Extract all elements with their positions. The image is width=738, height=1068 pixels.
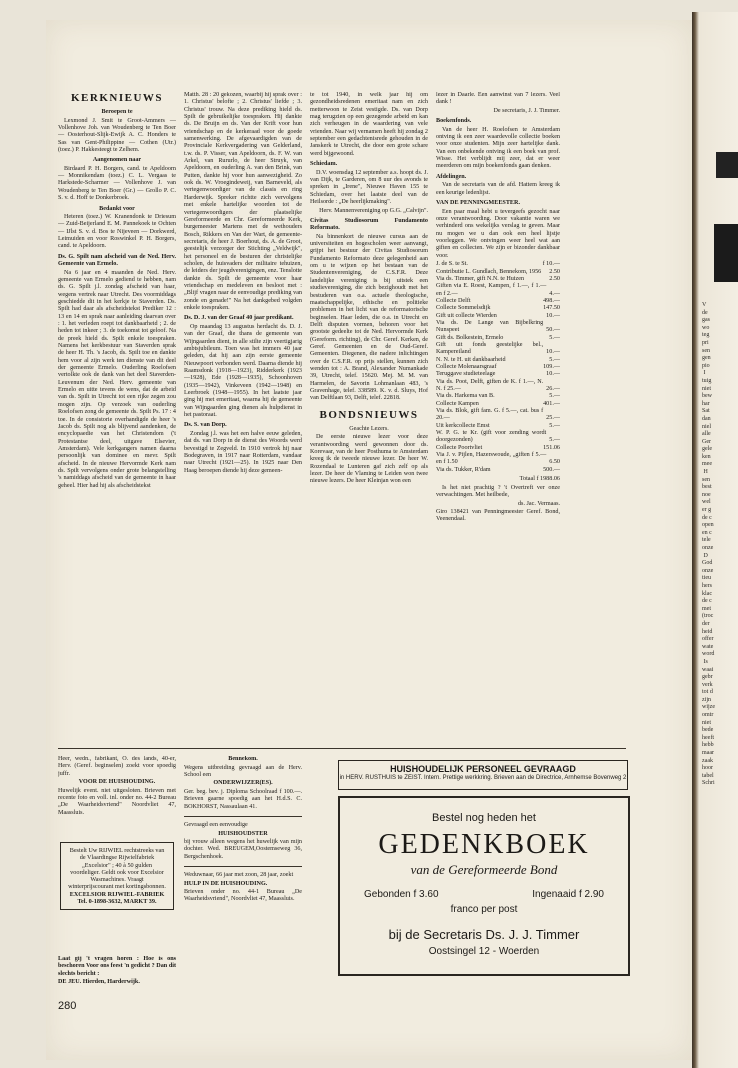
sign-schiedam: Herv. Mannenvereniging op G.G. „Calvijn".	[319, 207, 428, 214]
sign-secretaris: De secretaris, J. J. Timmer.	[493, 107, 560, 114]
ad-weduwnaar-title: HULP IN DE HUISHOUDING.	[184, 880, 268, 887]
ledger-amount: 10.—	[546, 371, 560, 378]
ledger-description: Collecte Kampen	[436, 400, 479, 407]
ad-excelsior-tel: Tel. 0-1898-3632, MARKT 39.	[77, 898, 157, 906]
ledger-amount: 500.—	[543, 466, 560, 473]
text-schiedam: D.V. woensdag 12 september a.s. hoopt ds. J. van Dijk, te Garderen, om 8 uur des avonds te spreken in „Irene", Nieuwe Haven 155 te Schiedam, over het laatste deel van de Heilsorde : „De heerlijkmaking".	[310, 169, 428, 205]
ad-heer-tail: Huwelijk event. niet uitgesloten. Brieven met recente foto en voll. inl. onder no. 44-2 Bureau „De Waarheidsvriend" Noordvliet 47, Maassluis.	[58, 787, 176, 816]
ledger-row	[436, 364, 560, 371]
ledger-amount: 10.—	[546, 349, 560, 356]
ledger-description: Contributie L. Gundlach, Bennekom, 1956	[436, 268, 542, 275]
ledger-row	[436, 283, 560, 298]
ledger-description: Uit kerkcollecte Emst	[436, 422, 490, 429]
text-giro: Giro 138421 van Penningmeester Geref. Bond, Veenendaal.	[436, 509, 560, 523]
ledger-row	[436, 298, 560, 305]
ad-gedenkboek-secretaris: bij de Secretaris Ds. J. J. Timmer	[388, 927, 580, 942]
ad-bennekom-heading: Bennekom.	[228, 756, 258, 762]
section-divider	[58, 748, 626, 749]
ad-heer-text: Heer, wedn., fabrikant, O. des lands, 40-er, Herv. (Geref. beginselen) zoekt voor spoedig juffr.	[58, 756, 176, 777]
ledger-row	[436, 305, 560, 312]
price-ingenaaid: Ingenaaid f 2.90	[532, 889, 604, 900]
next-page-dark-block	[714, 224, 738, 282]
ledger-description: N. N. te H. uit dankbaarheid	[436, 356, 506, 363]
heading-penningmeester: VAN DE PENNINGMEESTER.	[436, 200, 520, 207]
ad-divider-2	[184, 866, 302, 867]
text-civitas: Na binnenkort de nieuwe cursus aan de universiteiten en hogescholen weer aanvangt, grijpt het bestuur der Civitas Studiosorum Fundamento Reformato deze gelegenheid aan om u te wijzen op het bestaan van de Studentenvereniging, de C.S.F.R. Deze landelijke vereniging is bij uitstek een studievereniging, die zich bezighoudt met het bestuderen van o.a. actuele theologische, maatschappelijke, ethische en politieke problemen in het licht van de reformatorische beginselen. Haar leden, die o.a. in Utrecht en Delft disputen vormen, behoren voor het grootste gedeelte tot de Ned. Hervormde Kerk (Gereform. richting), de Chr. Geref. Kerken, de Geref. Gemeenten en de Oud-Geref. Gemeenten. Diegenen, die nadere inlichtingen over de C.S.F.R. op prijs stellen, kunnen zich wenden tot : A. Brand, Alexander Numankade 39, Utrecht, telef. 15620. Mej. M. M. van Harmelen, de Savorin Lohmanlaan 483, 's Gravenhage, telef. 338589. K. v. d. Sluys, Hof van Delftlaan 93, Delft, telef. 22818.	[310, 233, 428, 402]
text-geachte-lezers: De eerste nieuwe lezer voor deze verantwoording werd gewonnen door ds. Korevaar, van de heer Posthuma te Amsterdam kreeg ik de tweede nieuwe lezer. De heer W. Rozendaal te Lunteren gaf zich zelf op als lezer. De heer de Vlaming te Leiden won twee nieuwe lezers. De heer Kleinjan won een	[310, 434, 428, 485]
ledger-row	[436, 423, 560, 430]
ad-hpg-title: HUISHOUDELIJK PERSONEEL GEVRAAGD	[390, 764, 576, 774]
ad-weduwnaar-tail: Brieven onder no. 44-1 Bureau „De Waarheidsvriend", Noordvliet 47, Maassluis.	[184, 889, 302, 903]
ledger-description: Gift uit fonds geestelijke bel., Kampereiland	[436, 341, 544, 356]
ledger-row	[436, 430, 560, 445]
heading-beroepen: Beroepen te	[101, 109, 133, 115]
text-van-dorp-cont: te tot 1940, in welk jaar hij om gezondheidsredenen emeritaat nam en zich metterwoon te Zeist vestigde. Ds. van Dorp mag terugzien op een gezegende arbeid en kan zich verheugen in de waardering van vele vrienden. Naar wij vernamen heeft hij zondag 2 september een gedachtenisrede gehouden in de Janskerk te Utrecht, die door een grote schare werd bijgewoond.	[310, 92, 428, 157]
ledger-amount: 25.—	[546, 415, 560, 422]
next-page-dark-mark	[716, 152, 738, 178]
ledger-description: Giften via E. Roest, Kampen, f 1.—, f 1.— en f 2.—	[436, 283, 547, 297]
heading-schiedam: Schiedam.	[310, 161, 338, 168]
page-number: 280	[58, 1000, 77, 1012]
ledger-row	[436, 342, 560, 357]
ledger-row	[436, 445, 560, 452]
ledger-amount: 5.—	[549, 356, 560, 363]
ad-huishoudster-title: HUISHOUDSTER	[218, 830, 268, 837]
ad-gedenkboek-address: Oostsingel 12 - Woerden	[428, 946, 540, 957]
ledger-list	[436, 261, 560, 474]
ledger-amount: 4.—	[549, 290, 560, 297]
ad-gedenkboek-prices	[340, 889, 628, 900]
ad-gedenkboek-subtitle: van de Gereformeerde Bond	[410, 862, 558, 877]
ad-weduwnaar-text: Weduwnaar, 66 jaar met zoon, 28 jaar, zoekt	[184, 872, 294, 879]
text-lezers-cont: lezer in Daarle. Een aanwinst van 7 lezers. Veel dank !	[436, 92, 560, 106]
ad-dejeu	[58, 956, 176, 996]
ad-bennekom-text: Wegens uitbreiding gevraagd aan de Herv. School een	[184, 764, 302, 778]
heading-bedankt: Bedankt voor	[99, 205, 135, 212]
heading-aangenomen: Aangenomen naar	[92, 157, 142, 164]
text-penningmeester: Een paar maal hebt u tevergeefs gezocht naar onze verantwoording. Door vakantie waren we verhinderd ons wekelijks verslag te geven. Maar nu mogen we u dan ook een heel lijstje voorleggen. We ontvingen weer heel wat aan giften en collecten. We zijn er bizonder dankbaar voor.	[436, 208, 560, 259]
ads-column-2	[184, 756, 302, 996]
text-boekenfonds: Van de heer H. Roelofsen te Amsterdam ontving ik een zeer waardevolle collectie boeken voor onze studenten. Mijn zeer hartelijke dank. Van een onbekende ontving ik een boek van prof. Wisse. Het verblijdt mij zeer, dat er weer meerderen om mijn boekenfonds gaan denken.	[436, 126, 560, 170]
ad-gedenkboek-title: GEDENKBOEK	[378, 829, 590, 860]
ledger-description: Collecte Molenaarsgraaf	[436, 363, 497, 370]
ledger-amount: 147.50	[543, 305, 560, 312]
ad-dejeu-tail: DE JEU. Hierden, Harderwijk.	[58, 979, 140, 986]
ad-huishoudelijk-personeel	[338, 760, 628, 790]
ledger-description: Via ds. Harkema van B.	[436, 393, 495, 400]
ledger-amount: 5.—	[549, 437, 560, 444]
ledger-description: Collecte Sommelsdijk	[436, 305, 491, 312]
price-gebonden: Gebonden f 3.60	[364, 889, 439, 900]
ledger-description: Teruggave studieteelage	[436, 371, 496, 378]
ad-heer-heading: VOOR DE HUISHOUDING.	[78, 779, 156, 786]
ledger-amount: 5.—	[549, 393, 560, 400]
text-spilt-cont: Matth. 28 : 20 gekozen, waarbij hij sprak over : 1. Christus' belofte ; 2. Christus' liefde ; 3. Christus' trouw. Na deze prediking hield ds. Spilt de gebruikelijke toespraken. Hij dankte ds. De Bruijn en ds. Van der Krift voor hun vriendschap en de kerkeraad voor de goede samenwerking. De afgevaardigden van de Provinciale Kerkvergadering van Gelderland, t.w. ds. P. Visser, van Apeldoorn, ds. F. W. van Arkel, van Rururlo, de heer Struyk, van Apeldoorn, en ouderling A. van den Brink, van Putten, dankte hij voor hun aanwezigheid. Zo ook ds. W. Vroegindeweij, van Barneveld, als vertegenwoordiger van de classis en ring Harderwijk. Spreker richtte zich vervolgens met enkele hartelijke woorden tot de vertegenwoordigers der plaatselijke Gereformeerde en Chr. Gereformeerde Kerk, burgemeester Martens met de wethouders Bosch, Rikkers en Van der Wart, de gemeente-secretaris, de heer J. Boerhout, ds. A. de Groot, geestelijk verzorger der Stichting „Veldwijk", het personeel en de besturen der christelijke scholen, de huisvaders der militaire tehuizen, de leiders der jeugdverenigingen, enz. Tenslotte dankte ds. Spilt de gemeente voor haar vriendschap en medeleven en besloot met : „Blijf vragen naar de eenvoudige prediking van zonde en genade!" Na het dankgebed volgden enkele toespraken.	[184, 92, 302, 311]
ledger-row	[436, 467, 560, 474]
ledger-row	[436, 269, 560, 276]
ledger-row	[436, 261, 560, 268]
ledger-description: Gift ds. Bolkestein, Ermelo	[436, 334, 504, 341]
ad-divider-1	[184, 816, 302, 817]
ledger-amount: 109.—	[543, 363, 560, 370]
ad-hpg-sub: in HERV. RUSTHUIS te ZEIST. Intern. Prettige werkkring. Brieven aan de Directrice, Arnhemse Bovenweg 2	[339, 775, 627, 781]
ad-gedenkboek	[338, 796, 630, 976]
newspaper-page	[46, 20, 692, 1060]
ad-dejeu-text: Laat gij 't vragen horen : Hoe is ons beschoren Voor ons feest 'n gedicht ? Dan dit slechts bericht :	[58, 956, 176, 977]
ad-excelsior-text: Bestelt Uw RIJWIEL rechtstreeks van de Vlaardingse Rijwielfabriek „Excelsior" ; 40 à 50 gulden voordeliger. Geldt ook voor Excelsior Wasmachines. Vraagt winterprijscourant met kortingsbonnen.	[68, 847, 166, 891]
heading-afdelingen: Afdelingen.	[436, 173, 467, 180]
column-kerknieuws	[58, 92, 176, 742]
ad-gedenkboek-franco: franco per post	[450, 904, 518, 915]
ad-excelsior-box	[60, 842, 174, 910]
column-3	[310, 92, 428, 742]
next-page-text-fragments: V de gas wo teg pri sen gen pio I tuig niet bew har Sat dan niel alle Ger gele ken mee H sen best noe wel er g de c open en c tele onze D God onze tieu hers klac de c met (troc der heid offer wate word Is waai gebr verk tot d zijn wijze omtr niet bede heeft hebb maar zaak hoor tabel Schri	[702, 302, 715, 787]
ledger-amount: 5.—	[549, 422, 560, 429]
text-beroepen: Lexmond J. Smit te Groot-Ammers — Vollenhove Joh. van Woudenberg te Ten Boer — Oosterhout-Slijk-Ewijk A. C. Honders te Sas van Gent-Philippine — Cothen (Utr.) (toez.) P. Hakkesteegt te Zelhem.	[58, 117, 176, 153]
ad-huishoudster-tail: bij vrouw alleen wegens het huwelijk van mijn dochter. Wed. BREUGEM,Oostemseweg 36, Bergschenhoek.	[184, 839, 302, 860]
ledger-row	[436, 371, 560, 378]
section-title-bondsnieuws: BONDSNIEUWS	[319, 408, 419, 421]
ledger-row	[436, 335, 560, 342]
section-title-kerknieuws: KERKNIEUWS	[70, 92, 164, 104]
ledger-total: Totaal f 1988.06	[519, 476, 560, 483]
text-afdelingen: Van de secretaris van de afd. Hattem kreeg ik een keurige ledenlijst.	[436, 182, 560, 196]
ledger-description: Via ds. Timmer, gift N.N. te Huizen	[436, 275, 525, 282]
ledger-amount: f 10.—	[542, 261, 560, 268]
ledger-description: Collecte Poortvliet	[436, 444, 483, 451]
ledger-row	[436, 393, 560, 400]
ledger-amount: 2.50	[549, 268, 560, 275]
ad-huishoudster-text: Gevraagd een eenvoudige	[184, 821, 248, 828]
heading-van-der-graaf: Ds. D. J. van der Graaf 40 jaar predikant.	[184, 315, 294, 322]
ledger-description: Via ds. Poot, Delft, giften de K. f 1.—, N. N. f 25.—	[436, 378, 544, 392]
ledger-description: W. P. G. te Kr. (gift voor zending wordt doorgezonden)	[436, 430, 547, 444]
heading-spilt: Ds. G. Spilt nam afscheid van de Ned. Herv. Gemeente van Ermelo.	[58, 253, 176, 268]
ledger-description: J. de S. te St.	[436, 261, 468, 268]
ledger-amount: 5.—	[549, 334, 560, 341]
text-van-der-graaf: Op maandag 13 augustus herdacht ds. D. J. van der Graaf, die thans de gemeente van Wijngaarden dient, in alle stilte zijn veertigjarig ambtsjubileum. Toen was het immers 40 jaar geleden, dat hij aan zijn eerste gemeente Nieuwpoort verbonden werd. Daarna diende hij Raamsdonk (1918—1923), Ridderkerk (1923—1928), Ede (1928—1935), Schoonhoven (1935—1942), Vinkeveen (1942—1948) en Leerbroek (1948—1955). In het laatste jaar ging hij met emeritaat, waarna hij de gemeente van Wijngaarden ging dienen als hulpdienst in het pastoraat.	[184, 323, 302, 418]
ledger-description: Via ds. Tukker, R'dam	[436, 466, 491, 473]
ledger-row	[436, 452, 560, 467]
ledger-amount: 26.—	[546, 386, 560, 392]
ad-bennekom-title: ONDERWIJZER(ES).	[213, 780, 273, 787]
ledger-row	[436, 401, 560, 408]
ledger-row	[436, 379, 560, 394]
column-2	[184, 92, 302, 742]
next-page-edge	[692, 12, 738, 1068]
ad-gedenkboek-intro: Bestel nog heden het	[432, 812, 536, 824]
sign-vermaas: ds. Jac. Vermaas.	[517, 500, 560, 507]
ledger-description: Via ds. Blok, gift fam. G. f 5.—, cat. bus f 20.—	[436, 408, 544, 422]
ledger-description: Via ds. De Lange van Bijbelkring Nunspeet	[436, 319, 544, 334]
text-closing: Is het niet prachtig ? 't Overtreft ver onze verwachtingen. Met heilbede,	[436, 484, 560, 498]
heading-geachte-lezers: Geachte Lezers.	[349, 425, 389, 432]
ledger-amount: 2.50	[549, 275, 560, 282]
ad-bennekom-tail: Ger. beg. bev. j. Diploma Schoolraad f 100.—. Brieven gaarne spoedig aan het H.d.S. C. BOKHORST, Nassaulaan 41.	[184, 788, 302, 810]
heading-civitas: Civitas Studiosorum Fundamento Reformato.	[310, 217, 428, 232]
text-van-dorp: Zondag j.l. was het een halve eeuw geleden, dat ds. van Dorp in de dienst des Woords werd bevestigd te Zegveld. In 1910 vertrok hij naar Bodegraven, in 1917 naar Rotterdam, vandaar naar Utrecht (1921—25). In 1925 naar Den Haag beroepen diende hij deze gemeen-	[184, 430, 302, 474]
ledger-amount: 401.—	[543, 400, 560, 407]
ledger-row	[436, 408, 560, 423]
ledger-description: Gift uit collecte Wierden	[436, 312, 497, 319]
ad-excelsior-heading: EXCELSIOR RIJWIEL-FABRIEK	[69, 890, 165, 898]
heading-boekenfonds: Boekenfonds.	[436, 118, 472, 125]
ledger-amount: 50.—	[546, 327, 560, 334]
ledger-amount: 6.50	[549, 459, 560, 466]
ledger-row	[436, 357, 560, 364]
ledger-description: Collecte Delft	[436, 297, 471, 304]
column-4	[436, 92, 560, 742]
ledger-amount: 498.—	[543, 297, 560, 304]
ledger-description: Via J. v. Pijlen, Hazerswoude, „giften f 5.— en f 1.50	[436, 452, 547, 466]
heading-van-dorp: Ds. S. van Dorp.	[184, 422, 227, 429]
text-spilt: Na 6 jaar en 4 maanden de Ned. Herv. gemeente van Ermelo gediend te hebben, nam ds. G. Spilt j.l. zondag afscheid van haar, wegens vertrek naar Utrecht. Des voormiddags geschiedde dit in het kerkje te Staverden. Ds. Spilt had daar als afscheidstekst Prediker 12 : 13 en 14 en sprak naar aanleiding daarvan over : 1. het verleden roept tot dankbaarheid ; 2. de heden tot inkeer ; 3. de toekomst tot geloof. Na de preek hield ds. Spilt enkele toespraken. Namens het kerkbestuur van Staverden sprak de heer H. Th. 's Jacob, ds. Spilt toe en dankte hem voor al zijn werk ten dienste van dit deel der gemeente Ermelo. Ouderling Roelofsen vertolkte ook de dank van het deel Staverden-Leuvenum der Ned. Herv. gemeente van Ermelo en uitte tevens de wens, dat de arbeid van ds. Spilt in Utrecht tot een rijke zegen zou mogen zijn. Op verzoek van ouderling Roelofsen zong de gemeente ds. Spilt Ps. 17 : 4 toe. In de consistorie overhandigde de heer 's Jacob ds. Spilt nog als blijvend aandenken, de encyclopaedie van het Christendom ('t Protestantse deel, uitgave Elsevier, Amsterdam). Vele kerkgangers namen daarna persoonlijk van dominee en mevr. Spilt afscheid. In de nieuwe Hervormde Kerk nam ds. Spilt vervolgens onder grote belangstelling 's namiddags afscheid van de gemeente in haar geheel. Hier had hij als afscheidstekst	[58, 269, 176, 489]
ledger-row	[436, 313, 560, 320]
ledger-amount: 151.06	[543, 444, 560, 451]
ledger-amount: 10.—	[546, 312, 560, 319]
text-aangenomen: Birdaard P. H. Borgers, cand. te Apeldoorn — Monnikendam (toez.) C. L. Vergaas te Harkstede-Scharmer — Vollenhove J. van Woudenberg te Ten Boer (Gr.) — Grollo P. C. S. v. d. Hoff te Donkerbroek.	[58, 165, 176, 202]
text-bedankt: Heteren (toez.) W. Kranendonk te Driesum — Zuid-Beijerland E. M. Pannekoek te Ochten — IJlst S. v. d. Bos te Nijeveen — Dorkwerd, Leimuiden en voor Roswinkel P. H. Borgers, cand. te Apeldoorn.	[58, 214, 176, 250]
ledger-row	[436, 320, 560, 335]
